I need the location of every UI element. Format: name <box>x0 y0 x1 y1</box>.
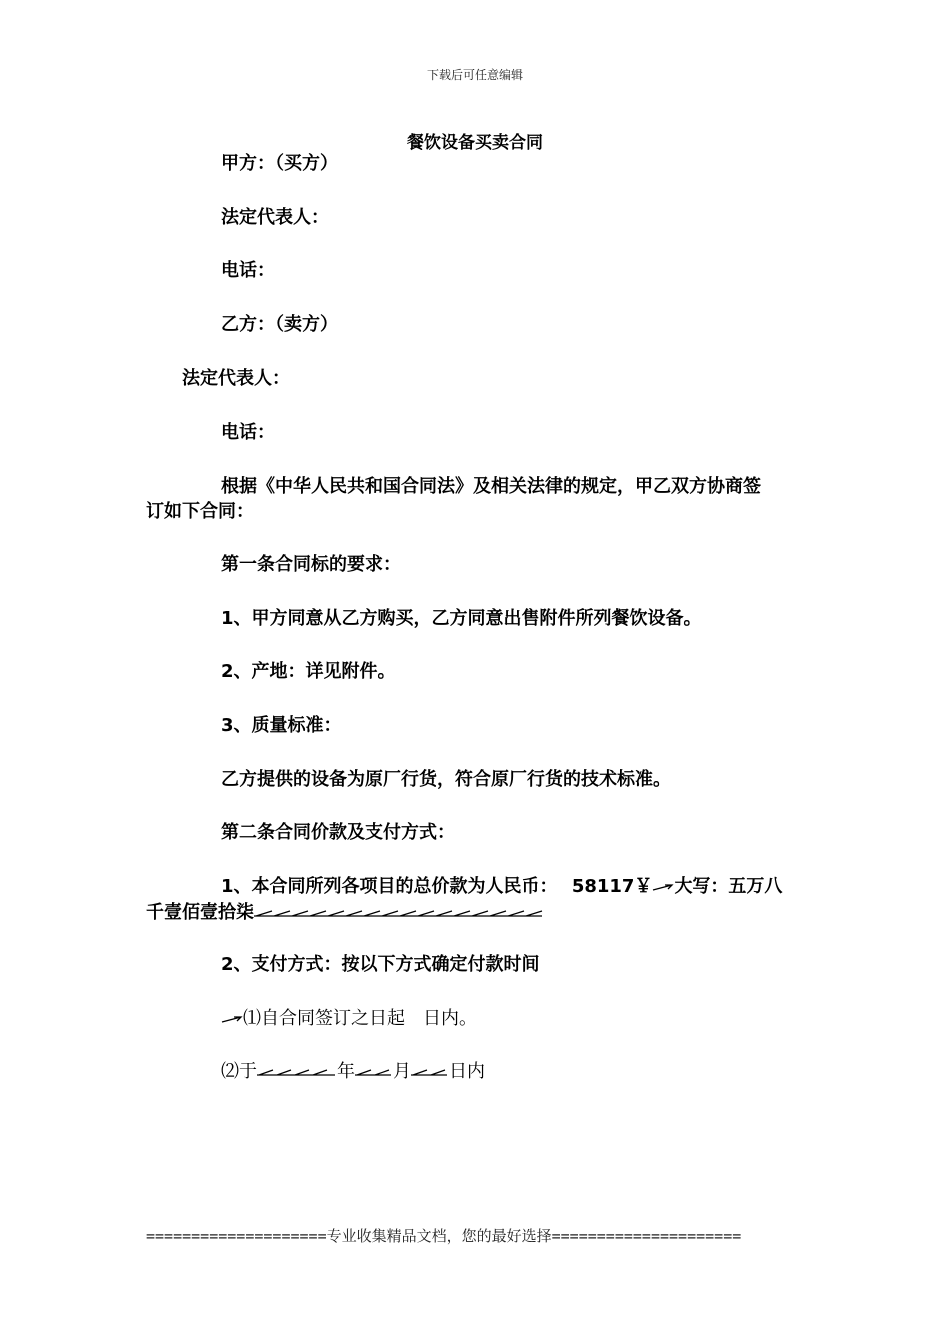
party-b-phone: 电话： <box>221 422 275 443</box>
party-a-phone: 电话： <box>221 260 275 281</box>
article-1-item-3-detail: 乙方提供的设备为原厂行货，符合原厂行货的技术标准。 <box>221 769 671 790</box>
payment-option-1 <box>221 1006 477 1032</box>
article-2-item-1 <box>221 874 782 900</box>
blank-dash-mark <box>221 1014 243 1024</box>
payment-option-2 <box>221 1059 485 1085</box>
article-2-title: 第二条合同价款及支付方式： <box>221 822 455 843</box>
article-1-item-1: 1、甲方同意从乙方购买，乙方同意出售附件所列餐饮设备。 <box>221 608 702 629</box>
contract-title: 餐饮设备买卖合同 <box>407 133 543 153</box>
article-2-item-1-line-2 <box>146 900 544 926</box>
page-footer-banner: ====================专业收集精品文档，您的最好选择===================== <box>146 1227 742 1245</box>
blank-underline-dashes <box>254 908 544 918</box>
party-a-label: 甲方：（买方） <box>221 153 338 174</box>
total-price-upper-label: 大写：五万八 <box>674 876 783 897</box>
article-2-item-2: 2、支付方式：按以下方式确定付款时间 <box>221 954 540 975</box>
preamble-line-1: 根据《中华人民共和国合同法》及相关法律的规定，甲乙双方协商签 <box>221 476 761 497</box>
party-b-label: 乙方：（卖方） <box>221 314 338 335</box>
party-a-representative: 法定代表人： <box>221 207 329 228</box>
payment-option-2-month: 月 <box>393 1061 411 1082</box>
article-1-item-2: 2、产地：详见附件。 <box>221 661 396 682</box>
blank-dash-mark <box>652 882 674 892</box>
payment-option-2-year: 年 <box>337 1061 355 1082</box>
month-blank-dashes <box>355 1067 393 1077</box>
payment-option-2-prefix: ⑵于 <box>221 1061 257 1082</box>
total-price-upper-value: 千壹佰壹拾柒 <box>146 902 254 923</box>
party-b-representative: 法定代表人： <box>182 368 290 389</box>
page-header-note: 下载后可任意编辑 <box>426 68 523 82</box>
article-1-title: 第一条合同标的要求： <box>221 554 401 575</box>
day-blank-dashes <box>411 1067 449 1077</box>
year-blank-dashes <box>257 1067 337 1077</box>
payment-option-1-text: ⑴自合同签订之日起 日内。 <box>243 1008 477 1029</box>
total-price-amount: 58117￥ <box>571 876 653 897</box>
article-1-item-3: 3、质量标准： <box>221 715 342 736</box>
payment-option-2-day: 日内 <box>449 1061 485 1082</box>
preamble-line-2: 订如下合同： <box>146 501 254 522</box>
total-price-prefix: 1、本合同所列各项目的总价款为人民币： <box>221 876 558 897</box>
